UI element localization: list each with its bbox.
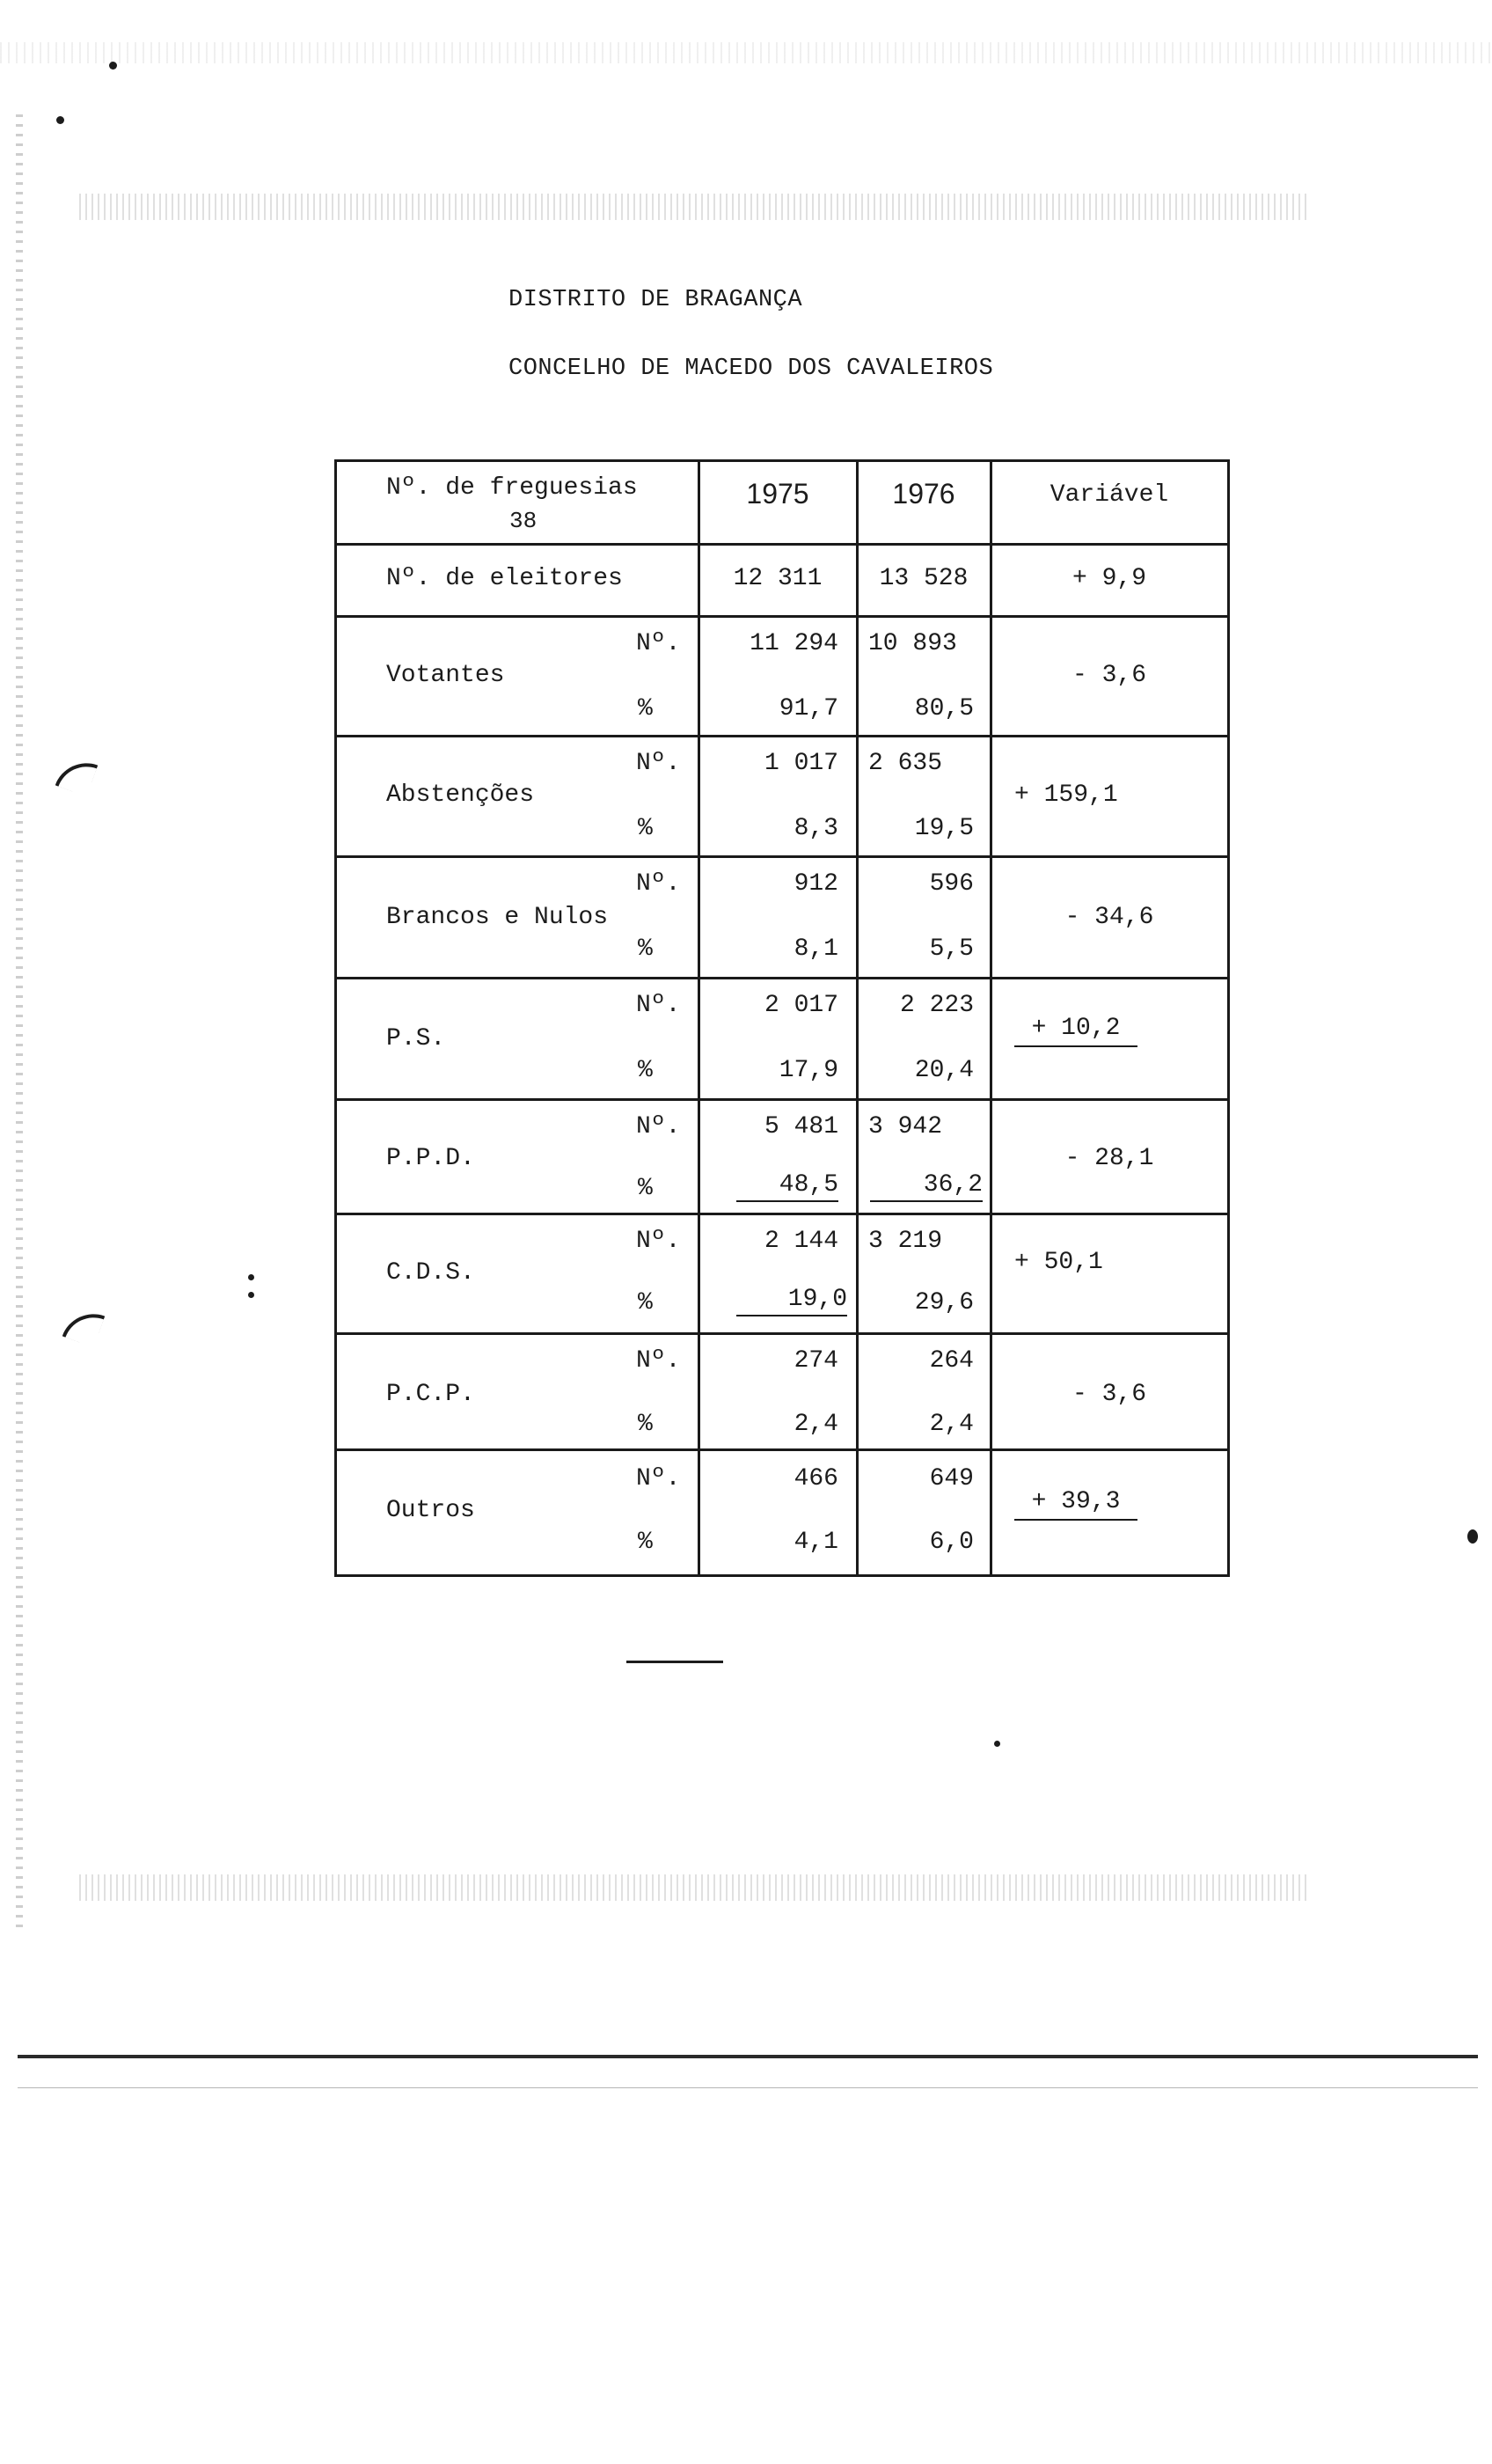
district-title: DISTRITO DE BRAGANÇA (508, 287, 803, 313)
p-1976: 36,2 (870, 1171, 983, 1202)
p-1976: 20,4 (914, 1057, 974, 1084)
num-label: Nº. (636, 992, 681, 1019)
variation: + 50,1 (1014, 1249, 1103, 1276)
n-1975: 912 (794, 870, 838, 898)
pct-label: % (638, 815, 653, 842)
col-var-header: Variável (1050, 481, 1169, 509)
party-label: Abstenções (386, 781, 535, 809)
scan-noise-band (79, 1874, 1311, 1901)
p-1975: 48,5 (736, 1171, 838, 1202)
n-1976: 596 (929, 870, 974, 898)
n-1975: 1 017 (764, 750, 838, 777)
variation: - 28,1 (1064, 1145, 1154, 1172)
variation: - 3,6 (1071, 662, 1146, 689)
punch-hole-mark (62, 1305, 106, 1348)
p-1975: 2,4 (794, 1411, 838, 1438)
col-1975-header: 1975 (746, 478, 809, 510)
num-label: Nº. (636, 630, 681, 657)
variation: - 34,6 (1064, 904, 1154, 931)
pct-label: % (638, 1175, 653, 1202)
pencil-mark (626, 1661, 723, 1663)
num-label: Nº. (636, 870, 681, 898)
n-1976: 10 893 (868, 630, 957, 657)
scan-edge-left (16, 114, 23, 1927)
speck (1467, 1529, 1478, 1544)
pct-label: % (638, 1057, 653, 1084)
p-1976: 2,4 (929, 1411, 974, 1438)
n-1975: 466 (794, 1465, 838, 1492)
num-label: Nº. (636, 1465, 681, 1492)
p-1976: 5,5 (929, 935, 974, 963)
data-row (337, 1335, 1227, 1451)
n-1975: 274 (794, 1347, 838, 1375)
speck (248, 1274, 254, 1280)
data-row (337, 737, 1227, 858)
party-label: Votantes (386, 662, 505, 689)
punch-hole-mark (55, 754, 99, 797)
num-label: Nº. (636, 1228, 681, 1255)
scan-noise-top (0, 42, 1492, 63)
voters-1975: 12 311 (733, 565, 823, 592)
pct-label: % (638, 1411, 653, 1438)
pct-label: % (638, 935, 653, 963)
header-row (337, 462, 1227, 546)
variation: + 39,3 (1014, 1488, 1137, 1521)
n-1976: 649 (929, 1465, 974, 1492)
voters-row (337, 546, 1227, 618)
results-table (334, 459, 1230, 1577)
voters-var: + 9,9 (1071, 565, 1146, 592)
voters-label: Nº. de eleitores (386, 565, 623, 592)
p-1975: 91,7 (779, 695, 838, 722)
n-1976: 2 223 (899, 992, 974, 1019)
variation: - 3,6 (1071, 1381, 1146, 1408)
num-label: Nº. (636, 1347, 681, 1375)
parishes-count: 38 (509, 508, 538, 534)
data-row (337, 1451, 1227, 1574)
data-row (337, 858, 1227, 979)
variation: + 159,1 (1014, 781, 1118, 809)
parishes-label: Nº. de freguesias (386, 474, 638, 502)
party-label: P.P.D. (386, 1145, 475, 1172)
num-label: Nº. (636, 750, 681, 777)
n-1975: 11 294 (750, 630, 838, 657)
n-1975: 2 017 (764, 992, 838, 1019)
data-row (337, 618, 1227, 737)
p-1975: 8,3 (794, 815, 838, 842)
voters-1976: 13 528 (879, 565, 969, 592)
party-label: Brancos e Nulos (386, 904, 609, 931)
data-row (337, 1215, 1227, 1335)
data-row (337, 979, 1227, 1101)
party-label: C.D.S. (386, 1259, 475, 1287)
speck (109, 62, 117, 70)
variation: + 10,2 (1014, 1015, 1137, 1047)
speck (248, 1292, 254, 1298)
p-1975: 19,0 (736, 1286, 847, 1316)
p-1975: 8,1 (794, 935, 838, 963)
party-label: Outros (386, 1497, 475, 1524)
n-1976: 264 (929, 1347, 974, 1375)
party-label: P.C.P. (386, 1381, 475, 1408)
pct-label: % (638, 1289, 653, 1316)
num-label: Nº. (636, 1113, 681, 1140)
n-1975: 2 144 (764, 1228, 838, 1255)
data-row (337, 1101, 1227, 1215)
p-1975: 17,9 (779, 1057, 838, 1084)
n-1976: 2 635 (868, 750, 943, 777)
n-1976: 3 219 (868, 1228, 943, 1255)
speck (56, 116, 64, 124)
n-1976: 3 942 (868, 1113, 943, 1140)
p-1976: 29,6 (914, 1289, 974, 1316)
municipality-title: CONCELHO DE MACEDO DOS CAVALEIROS (508, 356, 994, 382)
p-1975: 4,1 (794, 1529, 838, 1556)
p-1976: 80,5 (914, 695, 974, 722)
page-bottom-rule (18, 2055, 1478, 2058)
pct-label: % (638, 695, 653, 722)
speck (994, 1741, 1000, 1747)
p-1976: 19,5 (914, 815, 974, 842)
n-1975: 5 481 (764, 1113, 838, 1140)
party-label: P.S. (386, 1025, 446, 1052)
col-1976-header: 1976 (892, 478, 955, 510)
page-bottom-faint-rule (18, 2087, 1478, 2088)
pct-label: % (638, 1529, 653, 1556)
p-1976: 6,0 (929, 1529, 974, 1556)
scan-noise-band (79, 194, 1311, 220)
